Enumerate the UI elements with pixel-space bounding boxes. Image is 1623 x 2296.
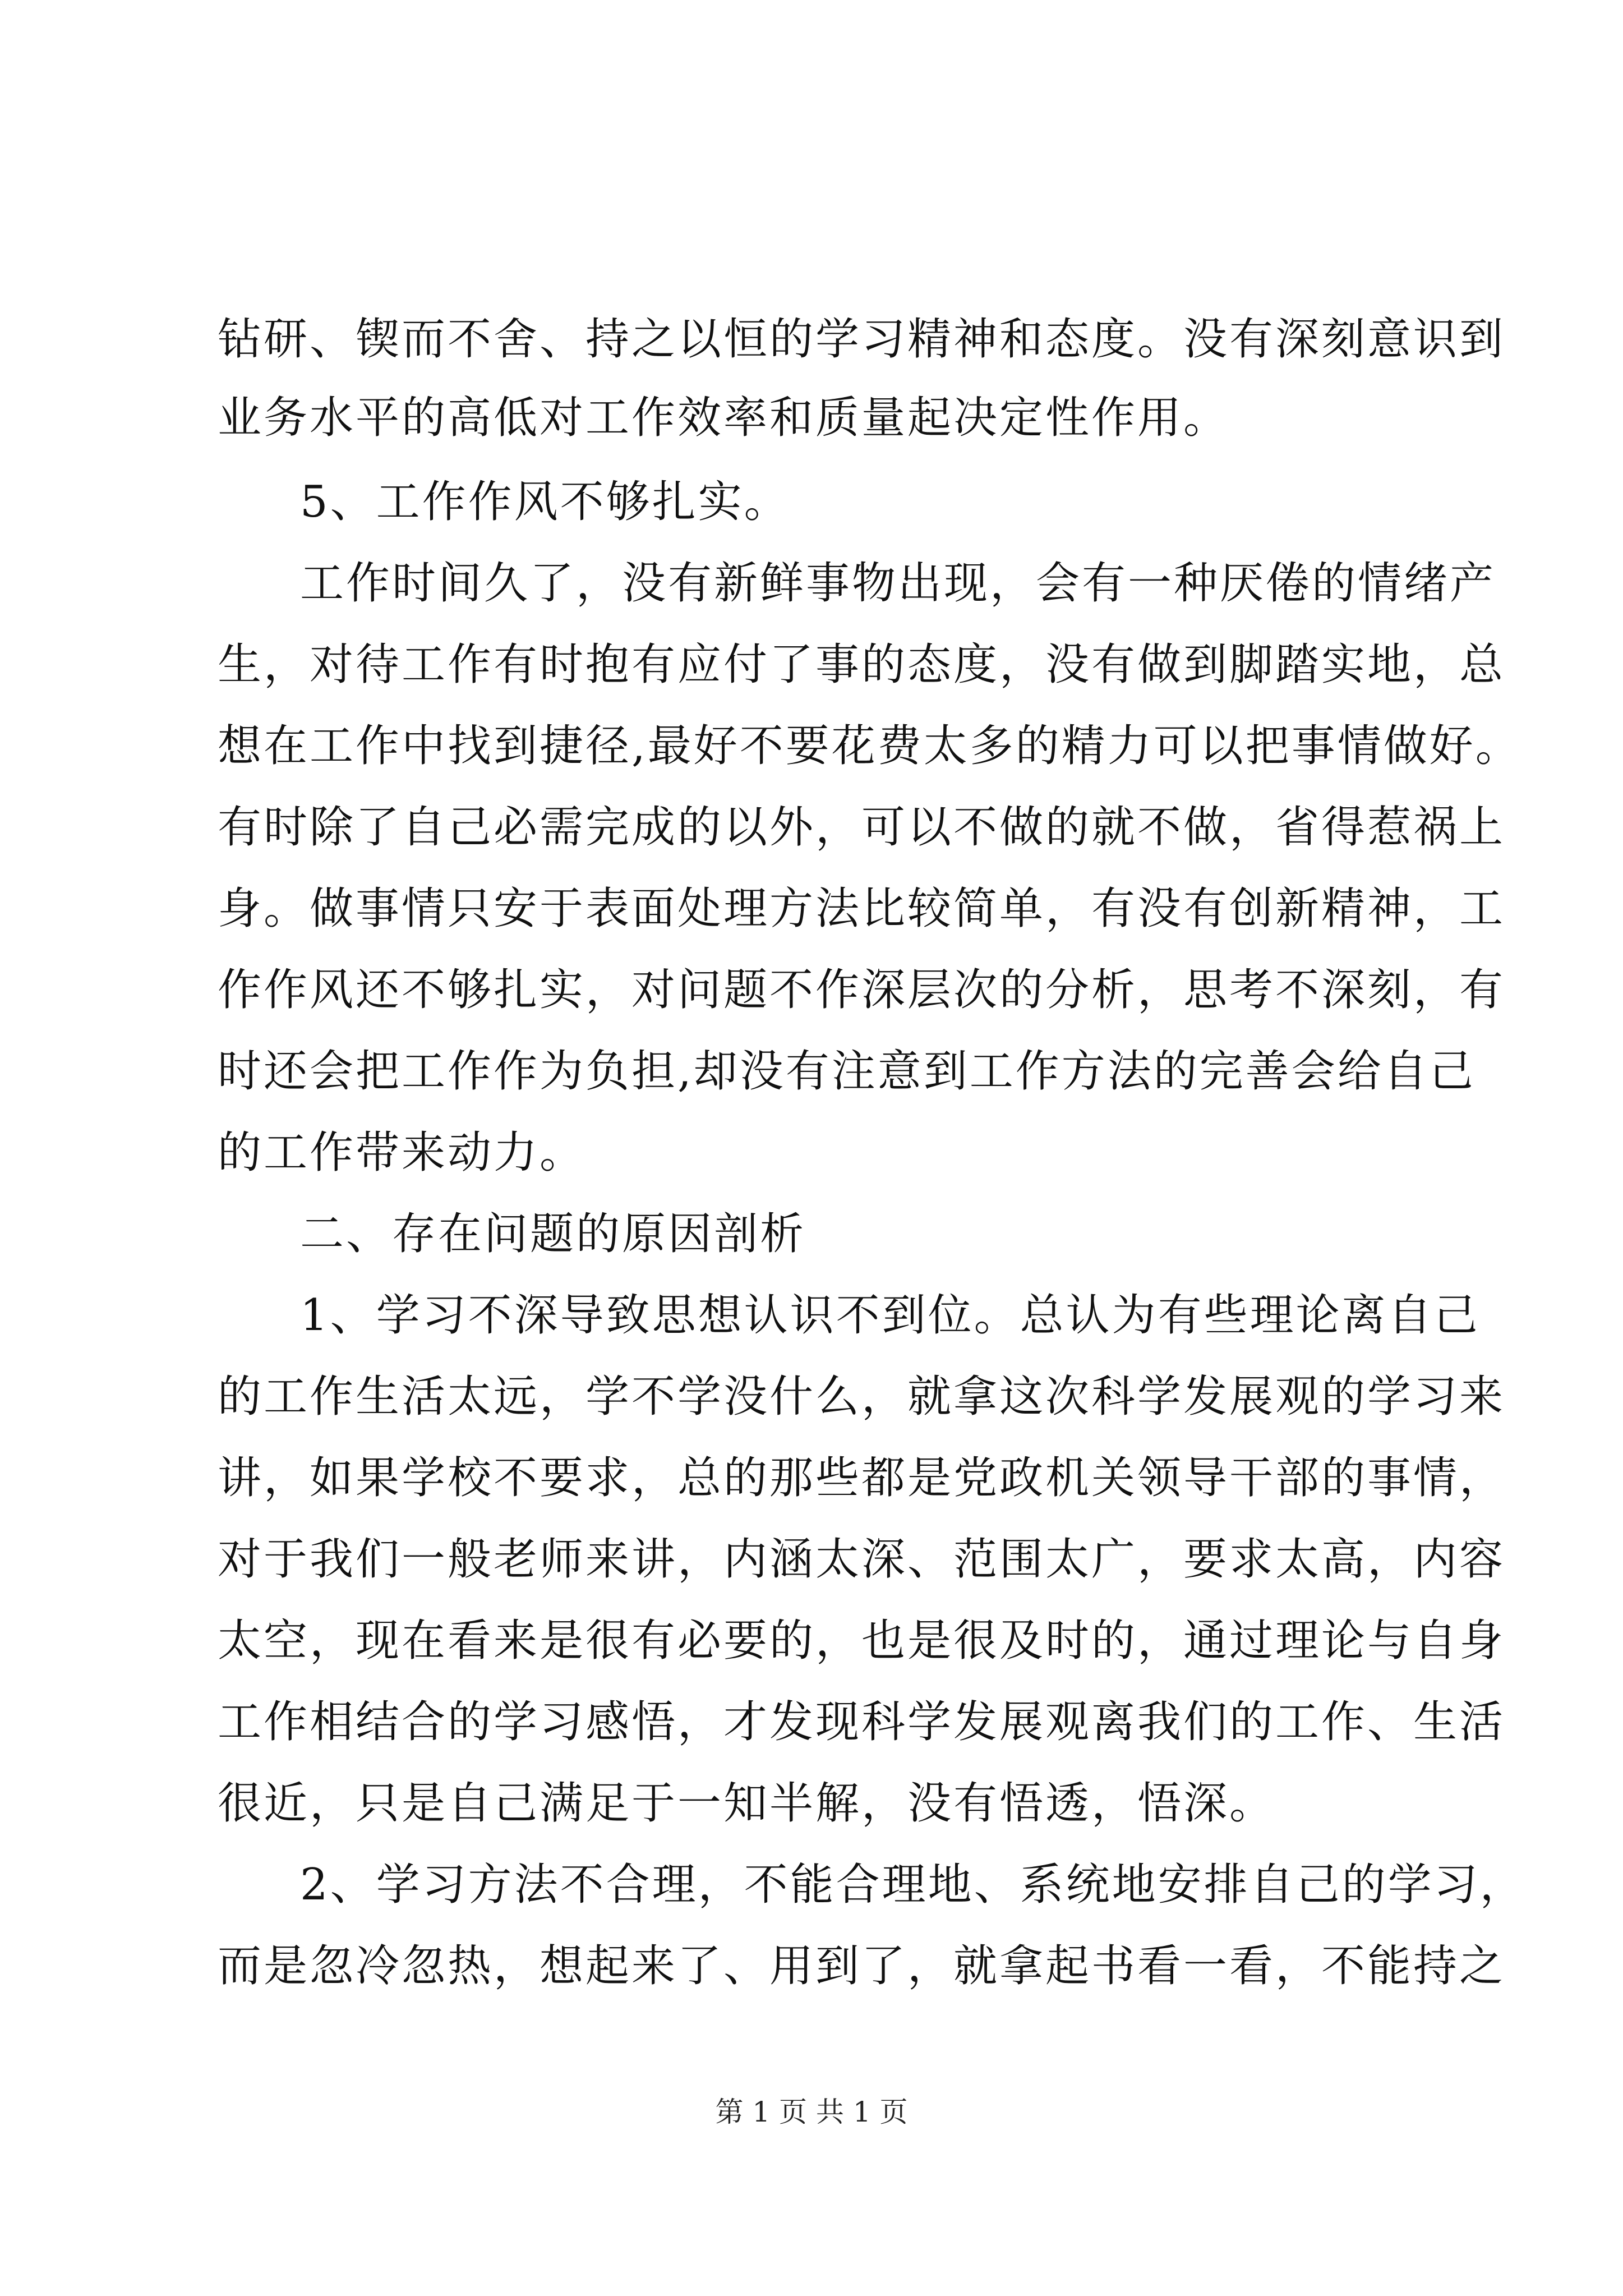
text-line: 工作相结合的学习感悟，才发现科学发展观离我们的工作、生活 (218, 1697, 1506, 1747)
text-line: 讲，如果学校不要求，总的那些都是党政机关领导干部的事情， (218, 1453, 1506, 1503)
section-heading: 二、存在问题的原因剖析 (300, 1209, 806, 1259)
text-line: 的工作生活太远，学不学没什么，就拿这次科学发展观的学习来 (218, 1372, 1506, 1422)
text-line: 业务水平的高低对工作效率和质量起决定性作用。 (218, 393, 1230, 443)
text-line: 的工作带来动力。 (218, 1128, 586, 1178)
text-line: 生，对待工作有时抱有应付了事的态度，没有做到脚踏实地，总 (218, 639, 1506, 690)
text-line: 作作风还不够扎实，对问题不作深层次的分析，思考不深刻，有 (218, 965, 1506, 1015)
text-line: 很近，只是自己满足于一知半解，没有悟透，悟深。 (218, 1778, 1276, 1829)
text-line: 时还会把工作作为负担,却没有注意到工作方法的完善会给自己 (218, 1046, 1476, 1097)
text-line: 而是忽冷忽热，想起来了、用到了，就拿起书看一看，不能持之 (218, 1941, 1506, 1991)
text-line: 太空，现在看来是很有必要的，也是很及时的，通过理论与自身 (218, 1616, 1506, 1666)
text-line: 钻研、锲而不舍、持之以恒的学习精神和态度。没有深刻意识到 (218, 314, 1506, 365)
text-line: 对于我们一般老师来讲，内涵太深、范围太广，要求太高，内容 (218, 1534, 1506, 1585)
text-line: 2、学习方法不合理，不能合理地、系统地安排自己的学习， (300, 1860, 1526, 1910)
page-footer: 第 1 页 共 1 页 (715, 2096, 908, 2128)
text-line: 1、学习不深导致思想认识不到位。总认为有些理论离自己 (300, 1290, 1480, 1341)
text-line: 想在工作中找到捷径,最好不要花费太多的精力可以把事情做好。 (218, 721, 1521, 771)
text-line: 身。做事情只安于表面处理方法比较简单，有没有创新精神，工 (218, 884, 1506, 934)
text-line: 5、工作作风不够扎实。 (300, 477, 790, 527)
text-line: 工作时间久了，没有新鲜事物出现，会有一种厌倦的情绪产 (300, 558, 1496, 609)
text-line: 有时除了自己必需完成的以外，可以不做的就不做，省得惹祸上 (218, 802, 1506, 853)
